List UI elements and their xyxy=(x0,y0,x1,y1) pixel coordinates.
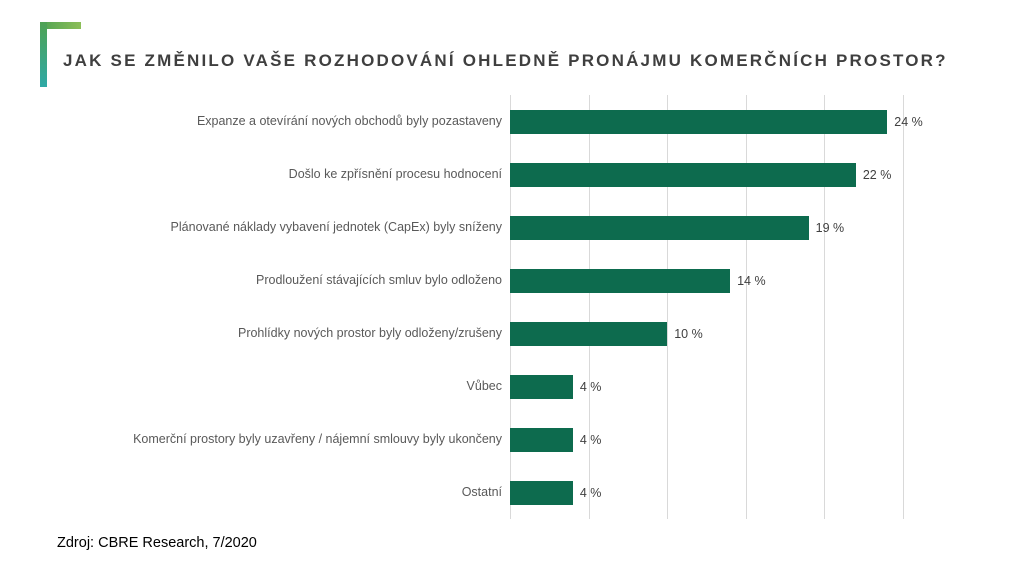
chart-row xyxy=(0,307,903,360)
corner-bracket-vertical xyxy=(40,22,47,87)
category-label: Ostatní xyxy=(461,485,502,500)
chart-row xyxy=(0,201,903,254)
bar xyxy=(510,481,573,505)
category-label: Prodloužení stávajících smluv bylo odloženo xyxy=(256,273,502,288)
bar xyxy=(510,216,809,240)
chart-row xyxy=(0,95,923,148)
bar-track xyxy=(510,322,903,346)
chart-row xyxy=(0,360,903,413)
value-label: 24 % xyxy=(894,114,923,129)
bar xyxy=(510,110,887,134)
bar-track xyxy=(510,163,903,187)
value-label: 14 % xyxy=(737,273,766,288)
bar xyxy=(510,163,856,187)
category-label: Prohlídky nových prostor byly odloženy/zrušeny xyxy=(237,326,502,341)
chart-row xyxy=(0,254,903,307)
bar-track xyxy=(510,269,903,293)
chart-row xyxy=(0,466,903,519)
bar xyxy=(510,375,573,399)
category-label: Došlo ke zpřísnění procesu hodnocení xyxy=(288,167,502,182)
bar-track xyxy=(510,216,903,240)
bar-track xyxy=(510,481,903,505)
bar xyxy=(510,322,667,346)
bar-track xyxy=(510,375,903,399)
source-note: Zdroj: CBRE Research, 7/2020 xyxy=(57,535,257,551)
bar xyxy=(510,428,573,452)
value-label: 22 % xyxy=(862,167,892,182)
value-label: 4 % xyxy=(579,379,602,394)
bar-track xyxy=(510,428,903,452)
value-label: 4 % xyxy=(579,432,602,447)
bar xyxy=(510,269,730,293)
category-label: Vůbec xyxy=(466,379,502,394)
chart-rows xyxy=(0,95,923,519)
bar-track xyxy=(510,110,923,134)
gridline xyxy=(903,95,904,519)
value-label: 4 % xyxy=(579,485,602,500)
value-label: 10 % xyxy=(674,326,703,341)
chart-row xyxy=(0,148,903,201)
chart-row xyxy=(0,413,903,466)
value-label: 19 % xyxy=(815,220,845,235)
bar-chart xyxy=(0,95,923,519)
category-label: Expanze a otevírání nových obchodů byly pozastaveny xyxy=(196,114,502,129)
category-label: Plánované náklady vybavení jednotek (CapEx) byly sníženy xyxy=(170,220,502,235)
page-title: JAK SE ZMĚNILO VAŠE ROZHODOVÁNÍ OHLEDNĚ PRONÁJMU KOMERČNÍCH PROSTOR? xyxy=(63,51,948,70)
category-label: Komerční prostory byly uzavřeny / nájemní smlouvy byly ukončeny xyxy=(133,432,502,447)
